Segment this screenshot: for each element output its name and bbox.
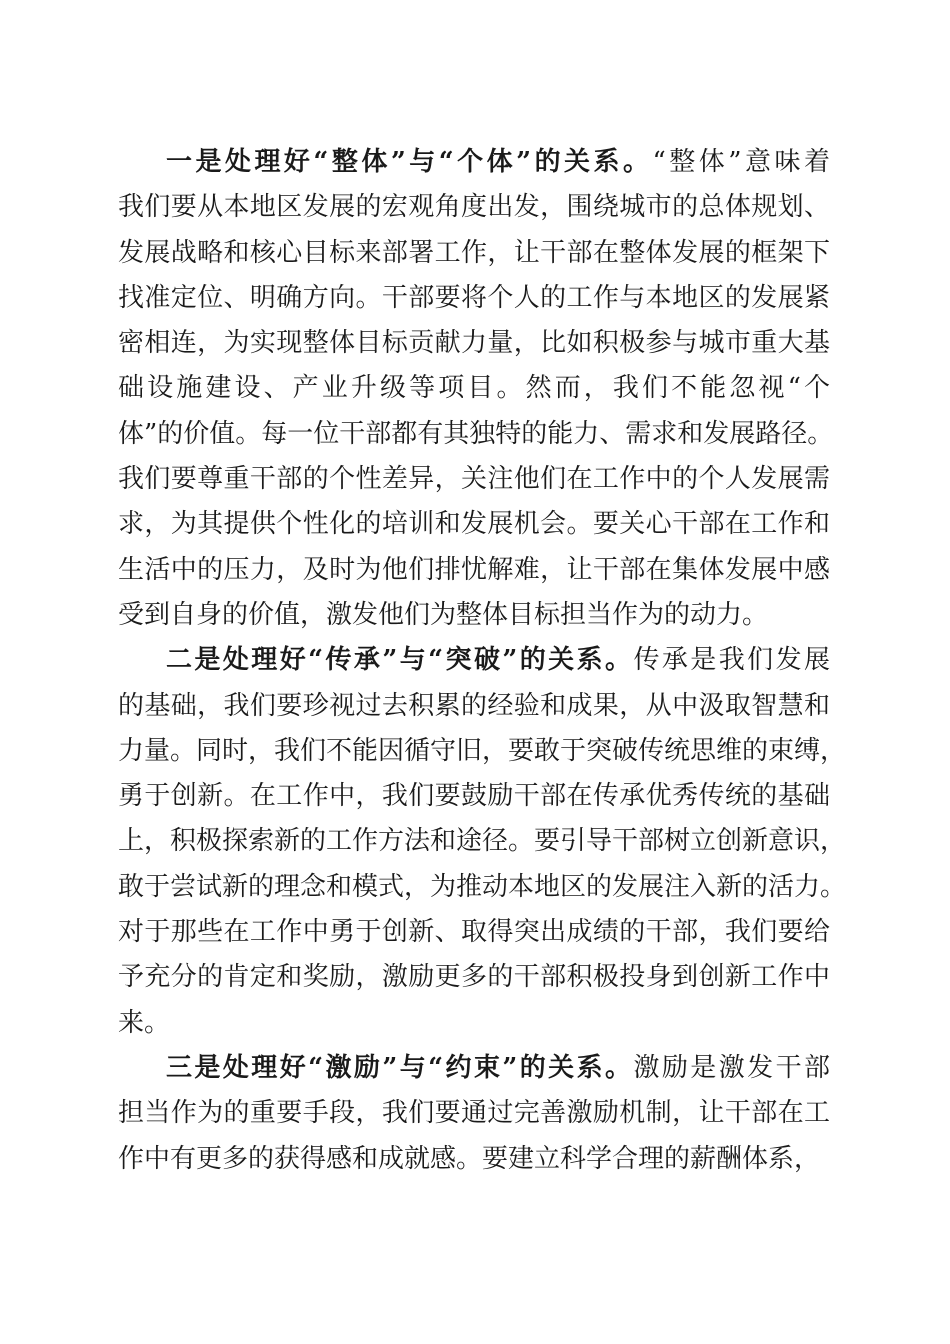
paragraph-lead: 一是处理好“整体”与“个体”的关系。 (166, 147, 653, 177)
paragraph-line: 的基础，我们要珍视过去积累的经验和成果，从中汲取智慧和 (118, 690, 830, 721)
paragraph-lead: 二是处理好“传承”与“突破”的关系。 (166, 645, 634, 676)
paragraph-line (118, 1046, 830, 1091)
paragraph-line: 予充分的肯定和奖励，激励更多的干部积极投身到创新工作中 (118, 962, 830, 993)
paragraph-line: 我们要从本地区发展的宏观角度出发，围绕城市的总体规划、 (118, 192, 830, 223)
paragraph-line: 受到自身的价值，激发他们为整体目标担当作为的动力。 (118, 599, 769, 630)
paragraph-line: 求，为其提供个性化的培训和发展机会。要关心干部在工作和 (118, 509, 830, 540)
paragraph-line: 发展战略和核心目标来部署工作，让干部在整体发展的框架下 (118, 237, 830, 268)
paragraph-2 (118, 638, 847, 1046)
line-text: “整体”意味着 (652, 147, 830, 177)
paragraph-line (118, 140, 830, 185)
line-text: 传承是我们发展 (633, 645, 830, 676)
paragraph-line: 敢于尝试新的理念和模式，为推动本地区的发展注入新的活力。 (118, 871, 847, 902)
paragraph-line: 力量。同时，我们不能因循守旧，要敢于突破传统思维的束缚， (118, 735, 847, 766)
paragraph-line: 生活中的压力，及时为他们排忧解难，让干部在集体发展中感 (118, 554, 830, 585)
paragraph-1 (118, 140, 834, 638)
paragraph-line: 担当作为的重要手段，我们要通过完善激励机制，让干部在工 (118, 1098, 830, 1129)
paragraph-line: 上，积极探索新的工作方法和途径。要引导干部树立创新意识， (118, 826, 847, 857)
paragraph-line: 我们要尊重干部的个性差异，关注他们在工作中的个人发展需 (118, 464, 830, 495)
paragraph-line: 础设施建设、产业升级等项目。然而，我们不能忽视“个 (118, 373, 830, 404)
paragraph-line (118, 638, 830, 683)
line-text: 激励是激发干部 (633, 1052, 830, 1083)
paragraph-lead: 三是处理好“激励”与“约束”的关系。 (166, 1052, 634, 1083)
paragraph-line: 作中有更多的获得感和成就感。要建立科学合理的薪酬体系， (118, 1143, 821, 1174)
paragraph-line: 勇于创新。在工作中，我们要鼓励干部在传承优秀传统的基础 (118, 781, 830, 812)
document-body (118, 140, 847, 1182)
paragraph-line: 密相连，为实现整体目标贡献力量，比如积极参与城市重大基 (118, 328, 830, 359)
paragraph-3 (118, 1046, 830, 1182)
paragraph-line: 找准定位、明确方向。干部要将个人的工作与本地区的发展紧 (118, 282, 830, 313)
paragraph-line: 来。 (118, 1007, 171, 1038)
paragraph-line: 对于那些在工作中勇于创新、取得突出成绩的干部，我们要给 (118, 917, 830, 948)
paragraph-line: 体”的价值。每一位干部都有其独特的能力、需求和发展路径。 (118, 418, 834, 449)
